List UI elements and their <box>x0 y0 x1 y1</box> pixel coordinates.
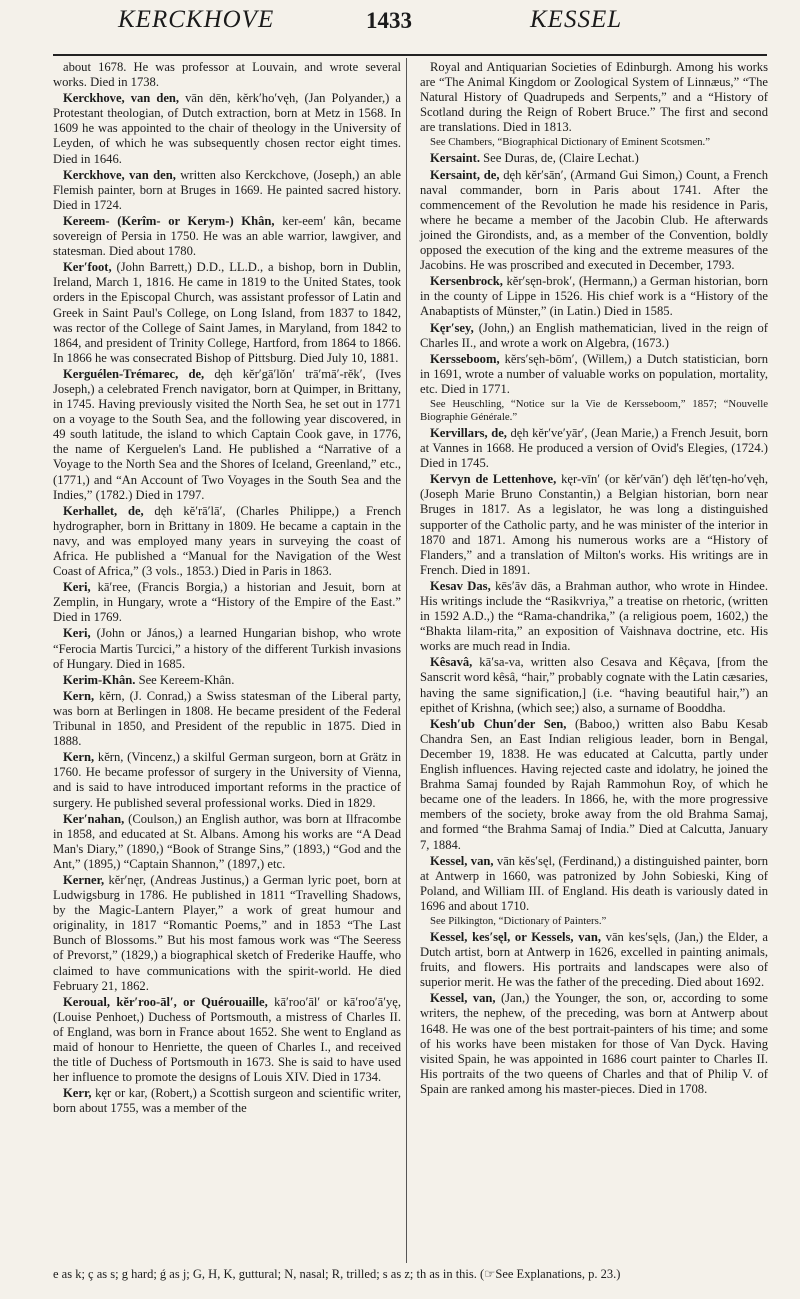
entry-text: (Jan,) the Younger, the son, or, according to some writers, the nephew, of the preceding, was born at Antwerp about 1648. He was one of the best portrait-painters of his time; and some of his works have been mistaken for those of Van Dyck. Having visited Spain, he was appointed in 1686 court painter to Charles II. His portraits of the two queens of Charles and that of Philip V. of Spain are ranked among his master-pieces. Died in 1708. <box>420 991 769 1096</box>
entry-text: (John Barrett,) D.D., LL.D., a bishop, born in Dublin, Ireland, March 1, 1816. He came in 1819 to the United States, took orders in the Episcopal Church, was assistant professor of Latin and Greek in Saint Paul's College, on Long Island, from 1837 to 1842, was rector of the College of Saint James, in Maryland, from 1842 to 1864, and president of Trinity College, Hartford, from 1864 to 1866. In 1866 he was consecrated Bishop of Pittsburg. Died July 10, 1881. <box>53 260 401 365</box>
entry-headword: Kerner, <box>63 872 105 887</box>
entry-text: kēs′āv dās, a Brahman author, who wrote in Hindee. His writings include the “Rasikvriya,” a treatise on rhetoric, (written in 1592 A.D.,) the “Rama-chandrika,” (a religious poem, 1602,) the “Bhakta lilam-rita,” an exposition of Vaishnava doctrine, etc. His works are much read in India. <box>420 578 768 654</box>
dictionary-entry <box>53 750 401 810</box>
dictionary-entry <box>420 352 768 397</box>
dictionary-entry <box>420 168 768 274</box>
entry-headword: Kersseboom, <box>430 351 500 366</box>
entry-text: (John,) an English mathematician, lived in the reign of Charles II., and wrote a work on Algebra, (1673.) <box>420 320 768 350</box>
entry-text: vān kĕs′sęl, (Ferdinand,) a distinguished painter, born at Antwerp in 1660, was patronized by John Sobieski, King of Poland, and William III. of England. His death is variously dated in 1696 and about 1710. <box>420 853 768 913</box>
entry-headword: Kerguélen-Trémarec, de, <box>63 366 205 381</box>
entry-headword: Kersaint. <box>430 151 481 166</box>
dictionary-entry <box>420 930 768 990</box>
entry-headword: Kessel, van, <box>430 853 494 868</box>
entry-text: kęr or kar, (Robert,) a Scottish surgeon and scientific writer, born about 1755, was a member of the <box>53 1086 401 1116</box>
header-right-title: KESSEL <box>530 6 623 33</box>
dictionary-entry <box>420 426 768 471</box>
entry-text: kĕrn, (Vincenz,) a skilful German surgeon, born at Grätz in 1760. He became professor of surgery in the University of Vienna, and is said to have introduced important reforms in the practice of surgery. He published several professional works. Died in 1829. <box>53 750 401 810</box>
entry-text: kĕr′sęn-brok′, (Hermann,) a German historian, born in the county of Lippe in 1526. His chief work is a “History of the Anabaptists of Münster,” (in Latin.) Died in 1585. <box>420 274 768 319</box>
entry-headword: Kêsavâ, <box>430 655 473 670</box>
dictionary-entry <box>53 673 401 688</box>
entry-text: kęr-vīn′ (or kĕr′vān′) dęh lĕt′tęn-ho′vęh, (Joseph Marie Bruno Constantin,) a Belgian historian, born near Bruges in 1817. As a legislator, he was long a distinguished supporter of the Catholic party, and he was minister of the interior in 1870 and 1871. Among his numerous works are a “History of Flanders,” and a translation of Milton's works. His writings are in French. Died in 1891. <box>420 472 768 577</box>
entry-text: vān kes′sęls, (Jan,) the Elder, a Dutch artist, born at Antwerp in 1626, excelled in painting animals, fruits, and flowers. His portraits and landscapes were also of superior merit. He was the father of the preceding. Died about 1692. <box>420 929 768 990</box>
entry-headword: Kerr, <box>63 1086 92 1101</box>
dictionary-entry <box>420 854 768 914</box>
entry-text: (John or János,) a learned Hungarian bishop, who wrote “Ferocia Martis Turcici,” a history of the different Turkish invasions of Hungary. Died in 1685. <box>53 626 401 671</box>
entry-text: See Chambers, “Biographical Dictionary of Eminent Scotsmen.” <box>430 136 711 149</box>
pronunciation-key-footer: e as k; ç as s; g hard; ǵ as j; G, H, K, guttural; N, nasal; R, trilled; s as z; th as in this. (☞See Explanations, p. 23.) <box>53 1267 621 1281</box>
reference-note <box>420 915 768 928</box>
dictionary-entry <box>53 1086 401 1116</box>
entry-headword: Ker′nahan, <box>63 811 125 826</box>
dictionary-entry <box>420 472 768 578</box>
dictionary-entry <box>53 995 401 1086</box>
entry-text: Royal and Antiquarian Societies of Edinburgh. Among his works are “The Animal Kingdom or Zoological System of Linnæus,” “The Natural History of Quadrupeds and Serpents,” and a “History of Scotland during the Reign of Robert Bruce.” The first and second are translations. Died in 1813. <box>420 60 768 135</box>
entry-headword: Kervillars, de, <box>430 425 507 440</box>
entry-text: kĕrs′sęh-bōm′, (Willem,) a Dutch statistician, born in 1691, wrote a number of valuable works on population, mortality, etc. Died in 1771. <box>420 351 768 396</box>
entry-headword: Keri, <box>63 580 91 595</box>
entry-headword: Kessel, van, <box>430 991 496 1006</box>
reference-note <box>420 136 768 149</box>
entry-text: kā′roo′āl′ or kā′roo′ā′yę, (Louise Penhoet,) Duchess of Portsmouth, a mistress of Charles II. of England, was born in France about 1652. She went to England as maid of honour to Henriette, the queen of Charles I., and received the title of Duchess of Portsmouth in 1673. She is said to have used her influence to promote the designs of Louis XIV. Died in 1734. <box>53 994 402 1085</box>
entry-text: written also Kerckchove, (Joseph,) an able Flemish painter, born at Bruges in 1669. He painted sacred history. Died in 1724. <box>53 167 401 212</box>
dictionary-entry <box>53 214 401 259</box>
entry-text: kĕr′nęr, (Andreas Justinus,) a German lyric poet, born at Ludwigsburg in 1786. He published in 1811 “Travelling Shadows, by the Magic-Lantern Player,” a work of great humour and originality, in 1817 “Romantic Poems,” and in 1853 “The Last Bunch of Blossoms.” But his most famous work was “The Seeress of Prevorst,” (1829,) a biographical sketch of Frederike Hauffe, who claimed to have communications with the spirit-world. He died February 21, 1862. <box>53 872 401 993</box>
dictionary-entry <box>53 168 401 213</box>
dictionary-entry <box>53 626 401 671</box>
entry-text: vān dēn, kĕrk′ho′vęh, (Jan Polyander,) a Protestant theologian, of Dutch extraction, born at Metz in 1568. In 1609 he was appointed to the chair of theology in the University of Leyden, of which he was subsequently chosen rector eight times. Died in 1646. <box>53 91 401 166</box>
dictionary-entry <box>53 689 401 749</box>
entry-headword: Keri, <box>63 626 91 641</box>
entry-headword: Kersenbrock, <box>430 274 503 289</box>
entry-headword: Kerim-Khân. <box>63 672 136 687</box>
dictionary-entry <box>420 991 768 1097</box>
dictionary-entry <box>53 504 401 579</box>
entry-text: See Heuschling, “Notice sur la Vie de Kersseboom,” 1857; “Nouvelle Biographie Générale.” <box>420 397 768 423</box>
entry-text: See Pilkington, “Dictionary of Painters.” <box>430 914 607 927</box>
dictionary-entry <box>53 580 401 625</box>
entry-headword: Kessel, kes′sęl, or Kessels, van, <box>430 929 601 944</box>
entry-text: dęh kĕ′rā′lā′, (Charles Philippe,) a French hydrographer, born in Brittany in 1809. He became a captain in the navy, and was employed many years in surveying the coast of Africa. He published a “Manual for the Navigation of the West Coast of Africa,” (3 vols., 1853.) Died in Paris in 1863. <box>53 503 401 579</box>
entry-text: ker-eem′ kân, became sovereign of Persia in 1750. He was an able warrior, lawgiver, and statesman. Died about 1780. <box>53 213 401 259</box>
entry-headword: Keroual, kĕr′roo-āl′, or Quérouaille, <box>63 994 268 1009</box>
dictionary-entry <box>420 151 768 166</box>
entry-headword: Kerckhove, van den, <box>63 167 176 182</box>
dictionary-entry <box>420 274 768 319</box>
entry-text: kā′sa-va, written also Cesava and Kêçava, [from the Sanscrit word kêsâ, “hair,” probably cognate with the Latin cæsaries, having the same signification,] (i.e. “having beautiful hair,”) an epithet of Krishna, (which see;) also, a surname of Booddha. <box>420 655 768 715</box>
dictionary-entry <box>53 91 401 166</box>
right-column <box>420 60 768 1098</box>
dictionary-entry <box>420 655 768 715</box>
entry-text: (Baboo,) written also Babu Kesab Chandra Sen, an East Indian religious leader, born in Bengal, December 19, 1838. He was educated at Calcutta, partly under English influences. Having rejected caste and idolatry, he joined the Brahma Samaj founded by Rajah Rammohun Roy, of which he became one of the leaders. In 1866, he, with the more progressive members of the society, broke away from the old Brahma Samaj, and formed “the Brahma Samaj of India.” Died at Calcutta, January 7, 1884. <box>420 716 768 852</box>
dictionary-entry <box>420 579 768 654</box>
entry-text: (Coulson,) an English author, was born at Ilfracombe in 1858, and educated at St. Albans. Among his works are “A Dead Man's Diary,” (1890,) “Book of Strange Sins,” (1893,) “God and the Ant,” (1895,) “Captain Shannon,” (1897,) etc. <box>53 811 401 871</box>
header-left-title: KERCKHOVE <box>118 6 275 33</box>
reference-note <box>420 398 768 424</box>
dictionary-entry <box>420 717 768 853</box>
page-number: 1433 <box>366 8 412 33</box>
entry-headword: Ker′foot, <box>63 260 112 275</box>
entry-headword: Kerckhove, van den, <box>63 91 180 106</box>
entry-headword: Kęr′sey, <box>430 320 474 335</box>
entry-text: See Duras, de, (Claire Lechat.) <box>480 151 639 166</box>
entry-headword: Kern, <box>63 750 95 765</box>
entry-headword: Kesh′ub Chun′der Sen, <box>430 716 567 731</box>
dictionary-entry <box>53 367 401 503</box>
dictionary-entry <box>53 60 401 90</box>
entry-text: kĕrn, (J. Conrad,) a Swiss statesman of the Liberal party, was born at Berlingen in 1808. He became president of the Federal Tribunal in 1850, and President of the republic in 1875. Died in 1888. <box>53 688 401 749</box>
dictionary-entry <box>53 873 401 994</box>
entry-text: dęh kĕr′sān′, (Armand Gui Simon,) Count, a French naval commander, born in Paris about 1741. After the commencement of the Revolution he made his residence in Paris, where he became a member of the Jacobin Club. He afterwards joined the Girondists, and, as a member of the Convention, boldly opposed the execution of the king and the extreme measures of the Jacobins. He was proscribed and executed in December, 1793. <box>420 167 768 273</box>
entry-text: dęh kĕr′gā′lŏn′ trā′mā′-rĕk′, (Ives Joseph,) a celebrated French navigator, born at Quimper, in Brittany, in 1745. Having previously visited the North Sea, he set out in 1771 on a voyage to the South Sea, and the following year discovered, in 49 south latitude, the island to which Captain Cook gave, in 1776, the name of Kerguelen's Land. He published a “Narrative of a Voyage to the North Sea and the Shores of Iceland, Greenland,” etc., (1771,) and “An Account of Two Voyages in the South Sea and the Indies,” (1782.) Died in 1797. <box>53 366 401 502</box>
dictionary-entry <box>53 260 401 366</box>
entry-text: dęh kĕr′ve′yār′, (Jean Marie,) a French Jesuit, born at Vannes in 1668. He produced a version of Ovid's Elegies, (1724.) Died in 1745. <box>420 425 768 471</box>
dictionary-entry <box>420 321 768 351</box>
entry-text: about 1678. He was professor at Louvain, and wrote several works. Died in 1738. <box>53 60 401 90</box>
header-rule <box>53 54 767 56</box>
column-divider <box>406 58 407 1263</box>
dictionary-entry <box>53 812 401 872</box>
entry-headword: Kern, <box>63 688 95 703</box>
entry-text: See Kereem-Khân. <box>135 672 235 687</box>
left-column <box>53 60 401 1117</box>
entry-headword: Kerhallet, de, <box>63 503 144 518</box>
running-header <box>0 6 800 40</box>
entry-text: kā′ree, (Francis Borgia,) a historian and Jesuit, born at Zemplin, in Hungary, wrote a “History of the Empire of the East.” Died in 1769. <box>53 580 401 625</box>
entry-headword: Kervyn de Lettenhove, <box>430 472 557 487</box>
entry-headword: Kesav Das, <box>430 578 491 593</box>
entry-headword: Kersaint, de, <box>430 167 500 182</box>
dictionary-entry <box>420 60 768 135</box>
entry-headword: Kereem- (Kerîm- or Kerym-) Khân, <box>63 213 275 228</box>
